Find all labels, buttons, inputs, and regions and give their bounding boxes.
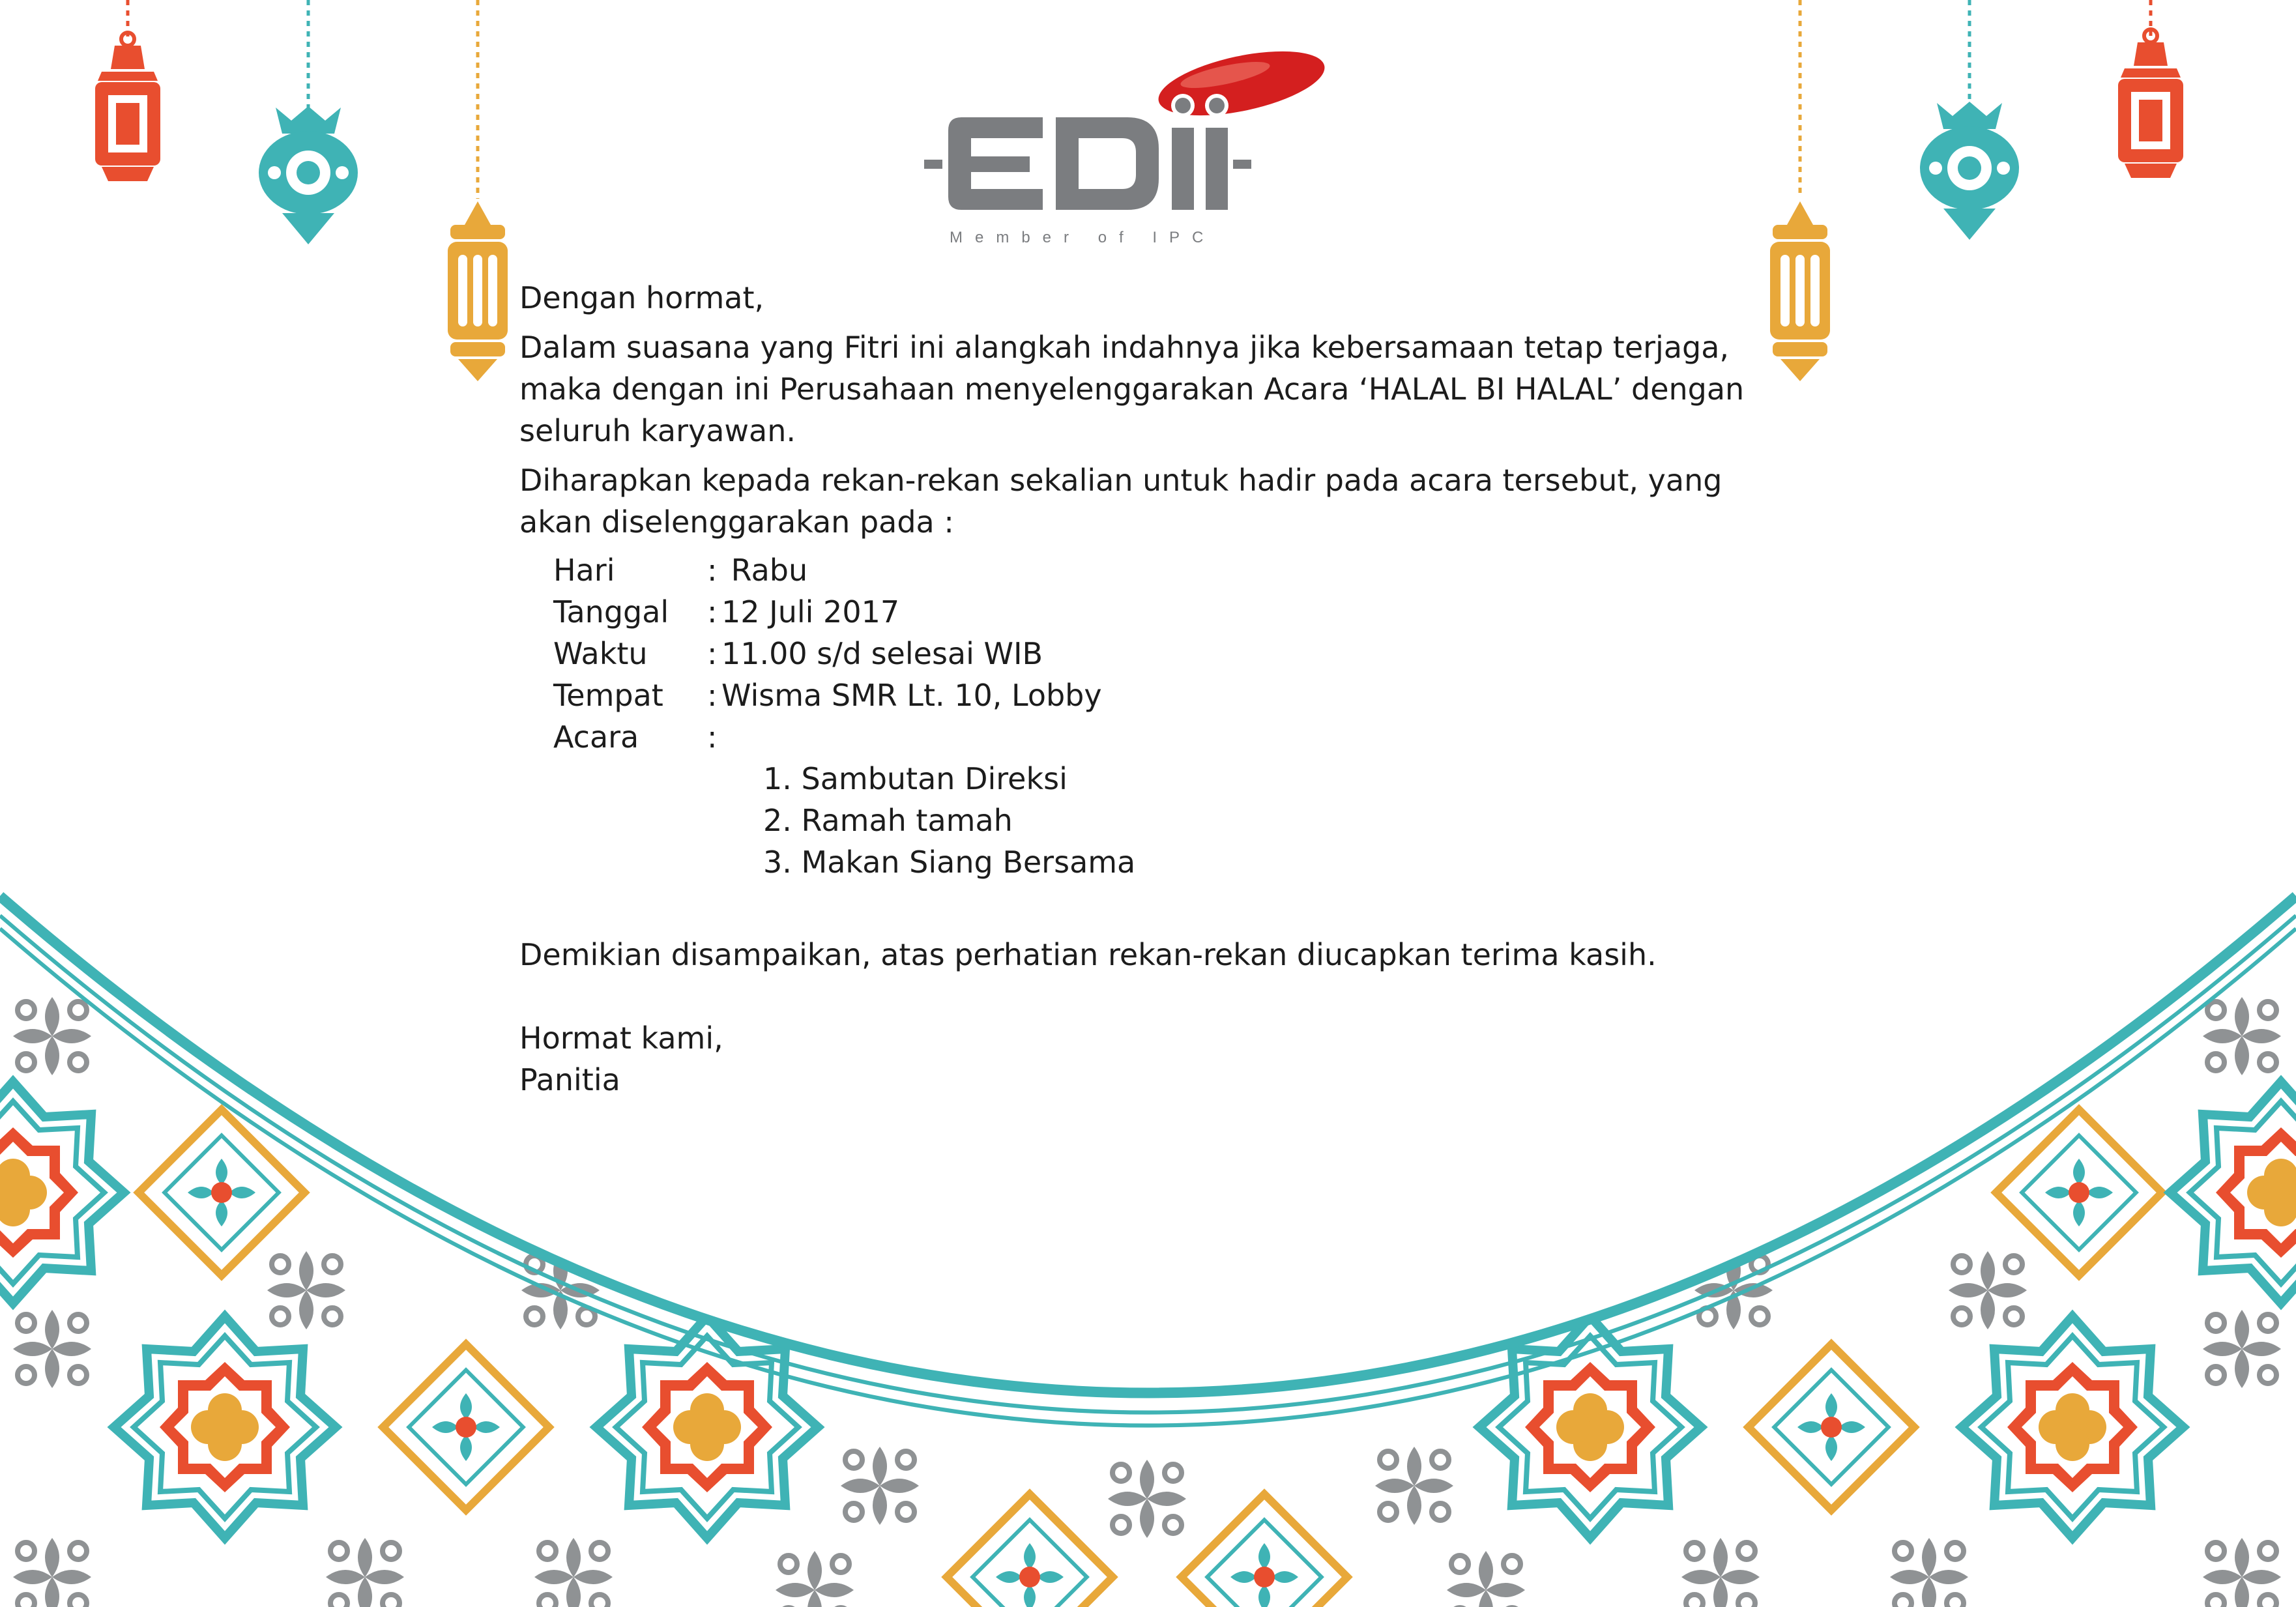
detail-row-day: Hari : Rabu [553, 549, 1790, 591]
detail-label: Waktu [553, 636, 648, 671]
detail-label: Tanggal [553, 594, 669, 630]
teal-lantern-icon [1920, 0, 2019, 240]
company-logo [924, 39, 1330, 246]
logo-tagline: Member of IPC [950, 229, 1216, 246]
event-details [553, 549, 1790, 883]
detail-value: Wisma SMR Lt. 10, Lobby [721, 678, 1102, 713]
detail-row-agenda: Acara : [553, 716, 1790, 758]
paragraph-invitation: Diharapkan kepada rekan-rekan sekalian untuk hadir pada acara tersebut, yang akan diselenggarakan pada : [519, 463, 1722, 540]
detail-value: 11.00 s/d selesai WIB [721, 636, 1043, 671]
signature: Panitia [519, 1062, 620, 1097]
greeting: Dengan hormat, [519, 280, 764, 315]
detail-label: Tempat [553, 678, 663, 713]
detail-value: Rabu [721, 553, 808, 588]
detail-row-place: Tempat : Wisma SMR Lt. 10, Lobby [553, 674, 1790, 716]
gold-lantern-icon [448, 0, 508, 381]
detail-label: Hari [553, 553, 615, 588]
red-lantern-icon [95, 0, 160, 181]
paragraph-announcement: Dalam suasana yang Fitri ini alangkah indahnya jika kebersamaan tetap terjaga, maka dengan ini Perusahaan menyelenggarakan Acara ‘HALAL BI HALAL’ dengan seluruh karyawan. [519, 330, 1745, 448]
detail-row-date: Tanggal : 12 Juli 2017 [553, 591, 1790, 633]
agenda-item: 2. Ramah tamah [763, 803, 1013, 838]
agenda-item: 3. Makan Siang Bersama [763, 845, 1136, 880]
agenda-list [763, 758, 1790, 883]
red-lantern-icon [2118, 0, 2183, 178]
agenda-item: 1. Sambutan Direksi [763, 761, 1068, 796]
sign-off: Hormat kami, [519, 1021, 723, 1056]
detail-row-time: Waktu : 11.00 s/d selesai WIB [553, 633, 1790, 674]
detail-value: 12 Juli 2017 [721, 594, 900, 630]
closing-remark: Demikian disampaikan, atas perhatian rekan-rekan diucapkan terima kasih. [519, 937, 1657, 972]
invitation-letter [519, 277, 1790, 1101]
detail-label: Acara [553, 719, 639, 755]
teal-lantern-icon [259, 0, 358, 244]
